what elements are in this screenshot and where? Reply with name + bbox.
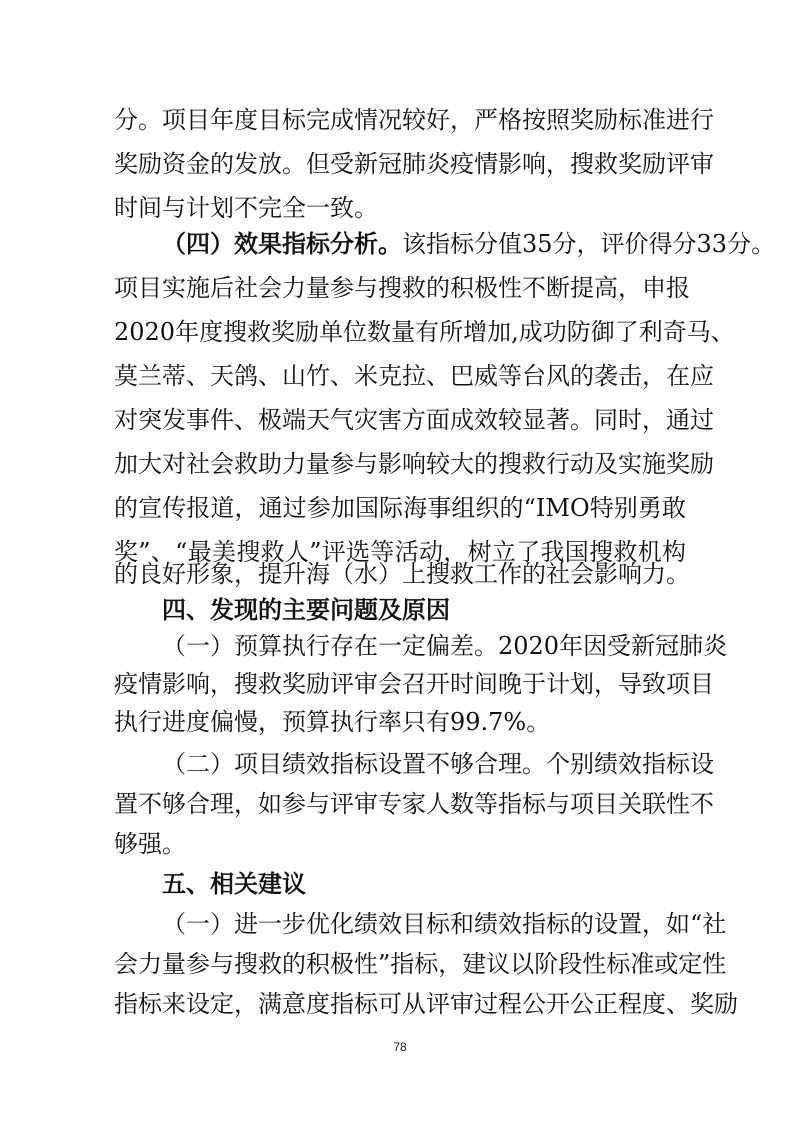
- paragraph-line: 对突发事件、极端天气灾害方面成效较显著。同时，通过: [114, 406, 714, 434]
- paragraph-line: 置不够合理，如参与评审专家人数等指标与项目关联性不: [114, 790, 714, 818]
- paragraph-first-line: （二）项目绩效指标设置不够合理。个别绩效指标设: [162, 750, 714, 778]
- paragraph-line: 会力量参与搜救的积极性”指标，建议以阶段性标准或定性: [114, 950, 727, 978]
- section-heading: 五、相关建议: [162, 870, 306, 898]
- paragraph-line: 的良好形象，提升海（水）上搜救工作的社会影响力。: [114, 560, 690, 588]
- page-number: 78: [393, 1040, 407, 1054]
- bold-lead-text: （四）效果指标分析。: [162, 229, 402, 258]
- paragraph-line: 执行进度偏慢，预算执行率只有99.7%。: [114, 708, 551, 736]
- paragraph-line: 的宣传报道，通过参加国际海事组织的“IMO特别勇敢: [114, 494, 686, 522]
- paragraph-text: 该指标分值35分，评价得分33分。: [402, 230, 776, 258]
- paragraph-line: 奖”、“最美搜救人”评选等活动，树立了我国搜救机构: [114, 538, 686, 566]
- paragraph-first-line: （一）进一步优化绩效目标和绩效指标的设置，如“社: [162, 910, 727, 938]
- paragraph-first-line: （一）预算执行存在一定偏差。2020年因受新冠肺炎: [162, 632, 728, 660]
- paragraph-line: 时间与计划不完全一致。: [114, 194, 378, 222]
- paragraph-first-line: [162, 222, 776, 266]
- paragraph-line: 项目实施后社会力量参与搜救的积极性不断提高，申报: [114, 274, 690, 302]
- paragraph-line: 2020年度搜救奖励单位数量有所增加,成功防御了利奇马、: [114, 318, 735, 346]
- paragraph-line: 指标来设定，满意度指标可从评审过程公开公正程度、奖励: [114, 990, 738, 1018]
- section-heading: 四、发现的主要问题及原因: [162, 596, 450, 624]
- paragraph-line: 分。项目年度目标完成情况较好，严格按照奖励标准进行: [114, 106, 714, 134]
- paragraph-line: 疫情影响，搜救奖励评审会召开时间晚于计划，导致项目: [114, 670, 714, 698]
- paragraph-line: 够强。: [114, 830, 186, 858]
- paragraph-line: 奖励资金的发放。但受新冠肺炎疫情影响，搜救奖励评审: [114, 150, 714, 178]
- paragraph-line: 莫兰蒂、天鸽、山竹、米克拉、巴威等台风的袭击，在应: [114, 362, 714, 390]
- paragraph-line: 加大对社会救助力量参与影响较大的搜救行动及实施奖励: [114, 450, 714, 478]
